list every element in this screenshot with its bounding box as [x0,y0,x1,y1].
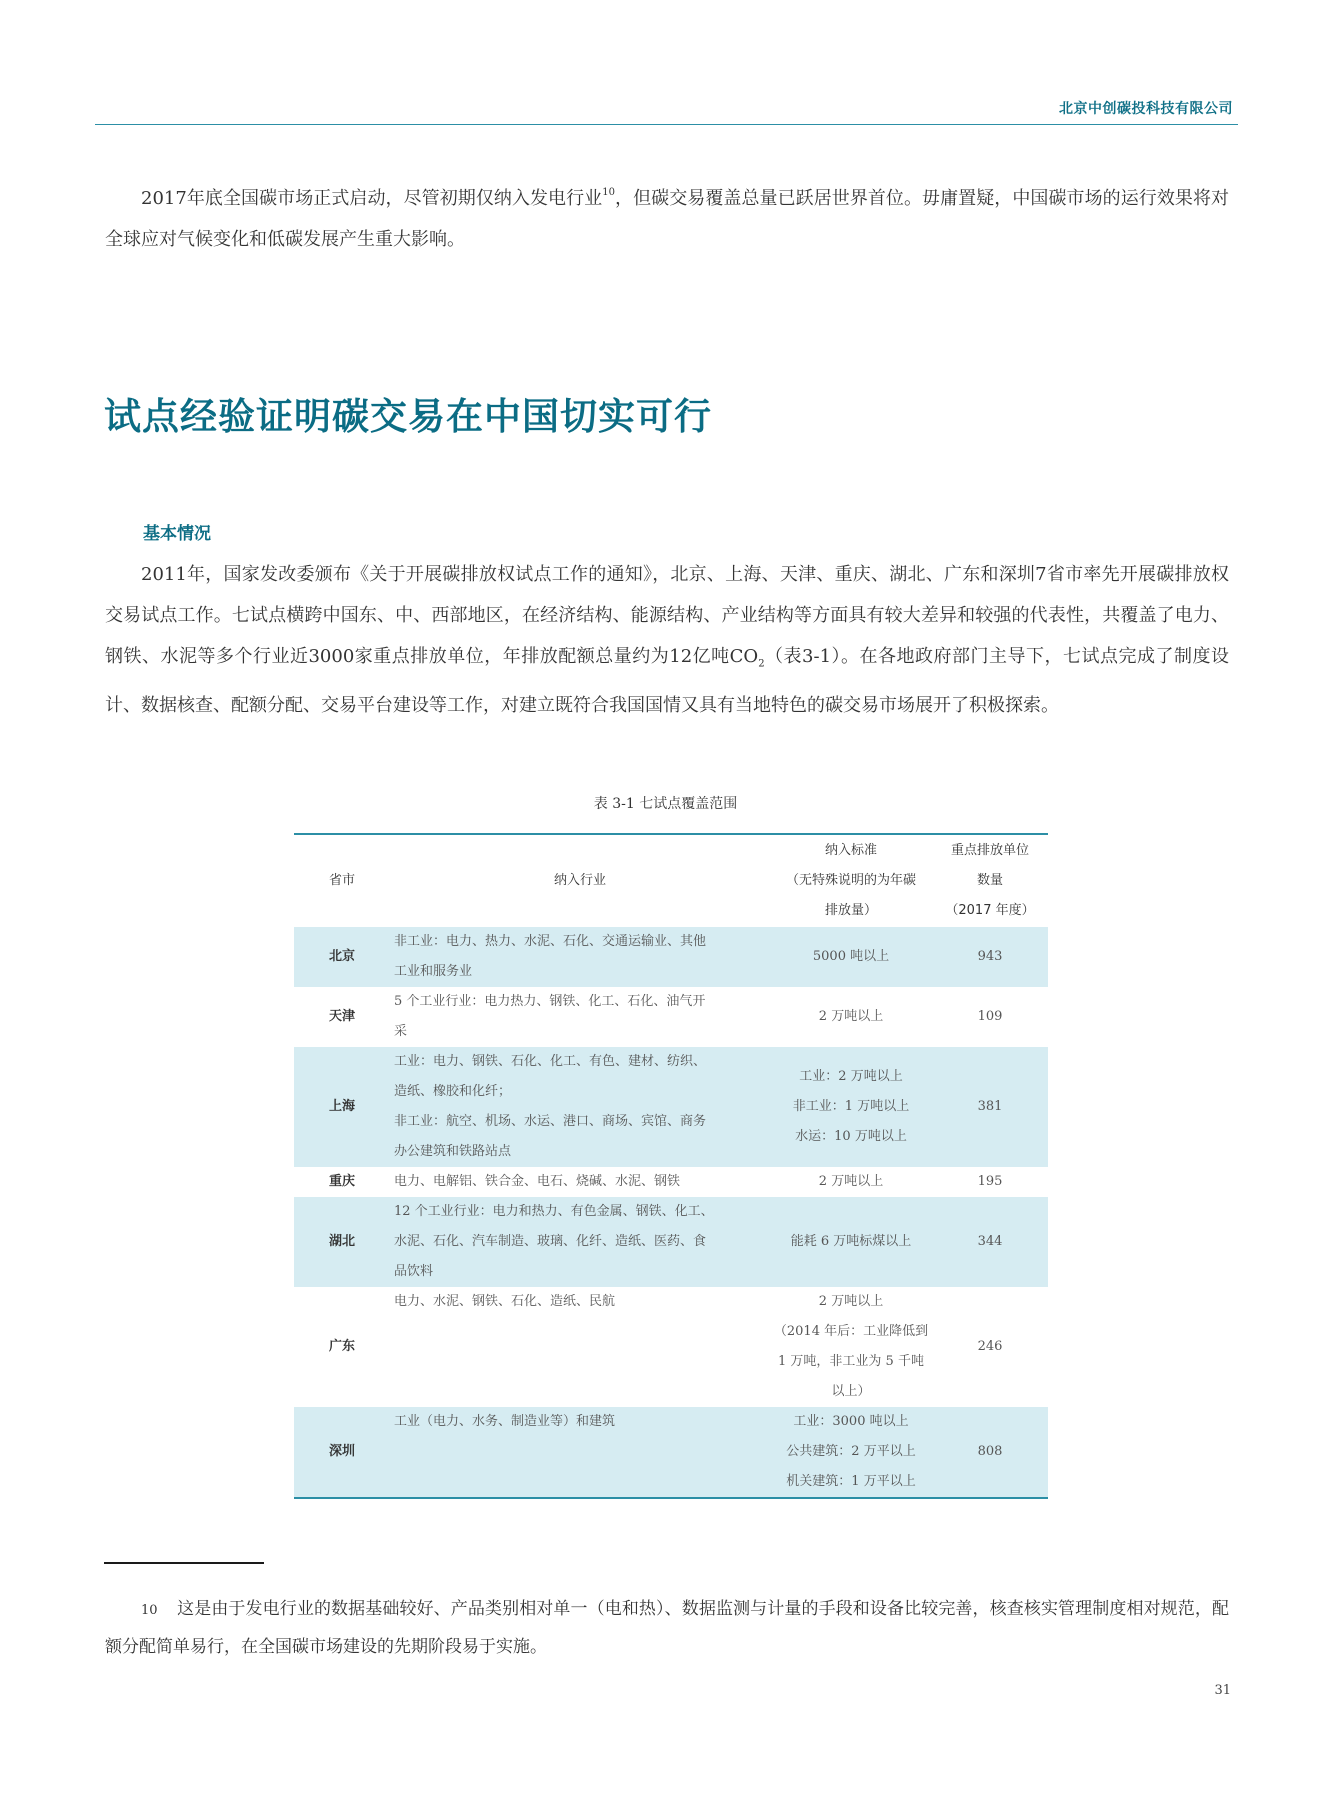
standard-cell: 能耗 6 万吨标煤以上 [770,1197,932,1287]
body-text-1: 2011年，国家发改委颁布《关于开展碳排放权试点工作的通知》，北京、上海、天津、重庆、湖北、广东和深圳7省市率先开展碳排放权交易试点工作。七试点横跨中国东、中、西部地区，在经济结构、能源结构、产业结构等方面具有较大差异和较强的代表性，共覆盖了电力、钢铁、水泥等多个行业近3000家重点排放单位，年排放配额总量约为12亿吨CO [105,564,1229,667]
header-province: 省市 [294,834,390,927]
industry-cell: 工业（电力、水务、制造业等）和建筑 [390,1407,770,1498]
standard-cell: 工业：3000 吨以上 公共建筑：2 万平以上 机关建筑：1 万平以上 [770,1407,932,1498]
pilot-coverage-table [294,833,1048,1499]
page-number: 31 [1214,1683,1231,1698]
footnote [105,1591,1229,1666]
count-cell: 246 [977,1339,1003,1354]
count-cell: 808 [932,1407,1048,1498]
table-row-guangdong [294,1287,1048,1407]
intro-text-2: ，但碳交易覆盖总量已跃居世界首位。毋庸置疑，中国碳市场的运行效果将对全球应对气候变化和低碳发展产生重大影响。 [105,188,1230,250]
province-cell: 湖北 [294,1197,390,1287]
body-text-2: （表3-1）。在各地政府部门主导下，七试点完成了制度设计、数据核查、配额分配、交易平台建设等工作，对建立既符合我国国情又具有当地特色的碳交易市场展开了积极探索。 [105,646,1229,716]
province-cell: 深圳 [294,1407,390,1498]
province-cell: 北京 [294,927,390,987]
footnote-rule [104,1562,264,1564]
standard-cell: 2 万吨以上 [818,1009,884,1024]
standard-cell: 5000 吨以上 [770,927,932,987]
header-standard: 纳入标准 （无特殊说明的为年碳 排放量） [770,834,932,927]
industry-cell: 5 个工业行业：电力热力、钢铁、化工、石化、油气开 采 [394,994,706,1039]
standard-cell: 2 万吨以上 [818,1174,884,1189]
footnote-ref[interactable]: 10 [602,187,615,198]
province-cell: 天津 [328,1009,355,1024]
count-cell: 943 [932,927,1048,987]
province-cell: 广东 [328,1339,355,1354]
province-cell: 重庆 [328,1174,355,1189]
table-header-row [294,834,1048,927]
intro-text-1: 2017年底全国碳市场正式启动，尽管初期仅纳入发电行业 [141,188,603,209]
co2-subscript: 2 [758,658,765,670]
header-count: 重点排放单位 数量 （2017 年度） [932,834,1048,927]
table-row-chongqing [294,1167,1048,1197]
count-cell: 109 [977,1009,1003,1024]
table-row-shenzhen [294,1407,1048,1498]
table-row-tianjin [294,987,1048,1047]
industry-cell: 电力、电解铝、铁合金、电石、烧碱、水泥、钢铁 [394,1174,681,1189]
standard-cell: 2 万吨以上 （2014 年后：工业降低到 1 万吨，非工业为 5 千吨 以上） [773,1294,929,1399]
count-cell: 195 [977,1174,1003,1189]
footnote-text: 这是由于发电行业的数据基础较好、产品类别相对单一（电和热）、数据监测与计量的手段和设备比较完善，核查核实管理制度相对规范，配额分配简单易行，在全国碳市场建设的先期阶段易于实施。 [105,1599,1229,1657]
industry-cell: 12 个工业行业：电力和热力、有色金属、钢铁、化工、 水泥、石化、汽车制造、玻璃、化纤、造纸、医药、食 品饮料 [390,1197,770,1287]
section-title: 试点经验证明碳交易在中国切实可行 [104,394,712,438]
count-cell: 381 [932,1047,1048,1167]
table-caption: 表 3-1 七试点覆盖范围 [593,796,738,812]
standard-cell: 工业：2 万吨以上 非工业：1 万吨以上 水运：10 万吨以上 [770,1047,932,1167]
company-name: 北京中创碳投科技有限公司 [1059,101,1233,117]
table-row-shanghai [294,1047,1048,1167]
count-cell: 344 [932,1197,1048,1287]
industry-cell: 电力、水泥、钢铁、石化、造纸、民航 [394,1294,616,1309]
footnote-number: 10 [141,1603,158,1618]
province-cell: 上海 [294,1047,390,1167]
table-row-beijing [294,927,1048,987]
table-row-hubei [294,1197,1048,1287]
header-industry: 纳入行业 [390,834,770,927]
header-rule [95,124,1238,125]
section-subtitle: 基本情况 [143,524,211,544]
industry-cell: 非工业：电力、热力、水泥、石化、交通运输业、其他 工业和服务业 [390,927,770,987]
body-paragraph [105,554,1229,726]
industry-cell: 工业：电力、钢铁、石化、化工、有色、建材、纺织、 造纸、橡胶和化纤； 非工业：航空、机场、水运、港口、商场、宾馆、商务 办公建筑和铁路站点 [390,1047,770,1167]
intro-paragraph [105,178,1229,260]
